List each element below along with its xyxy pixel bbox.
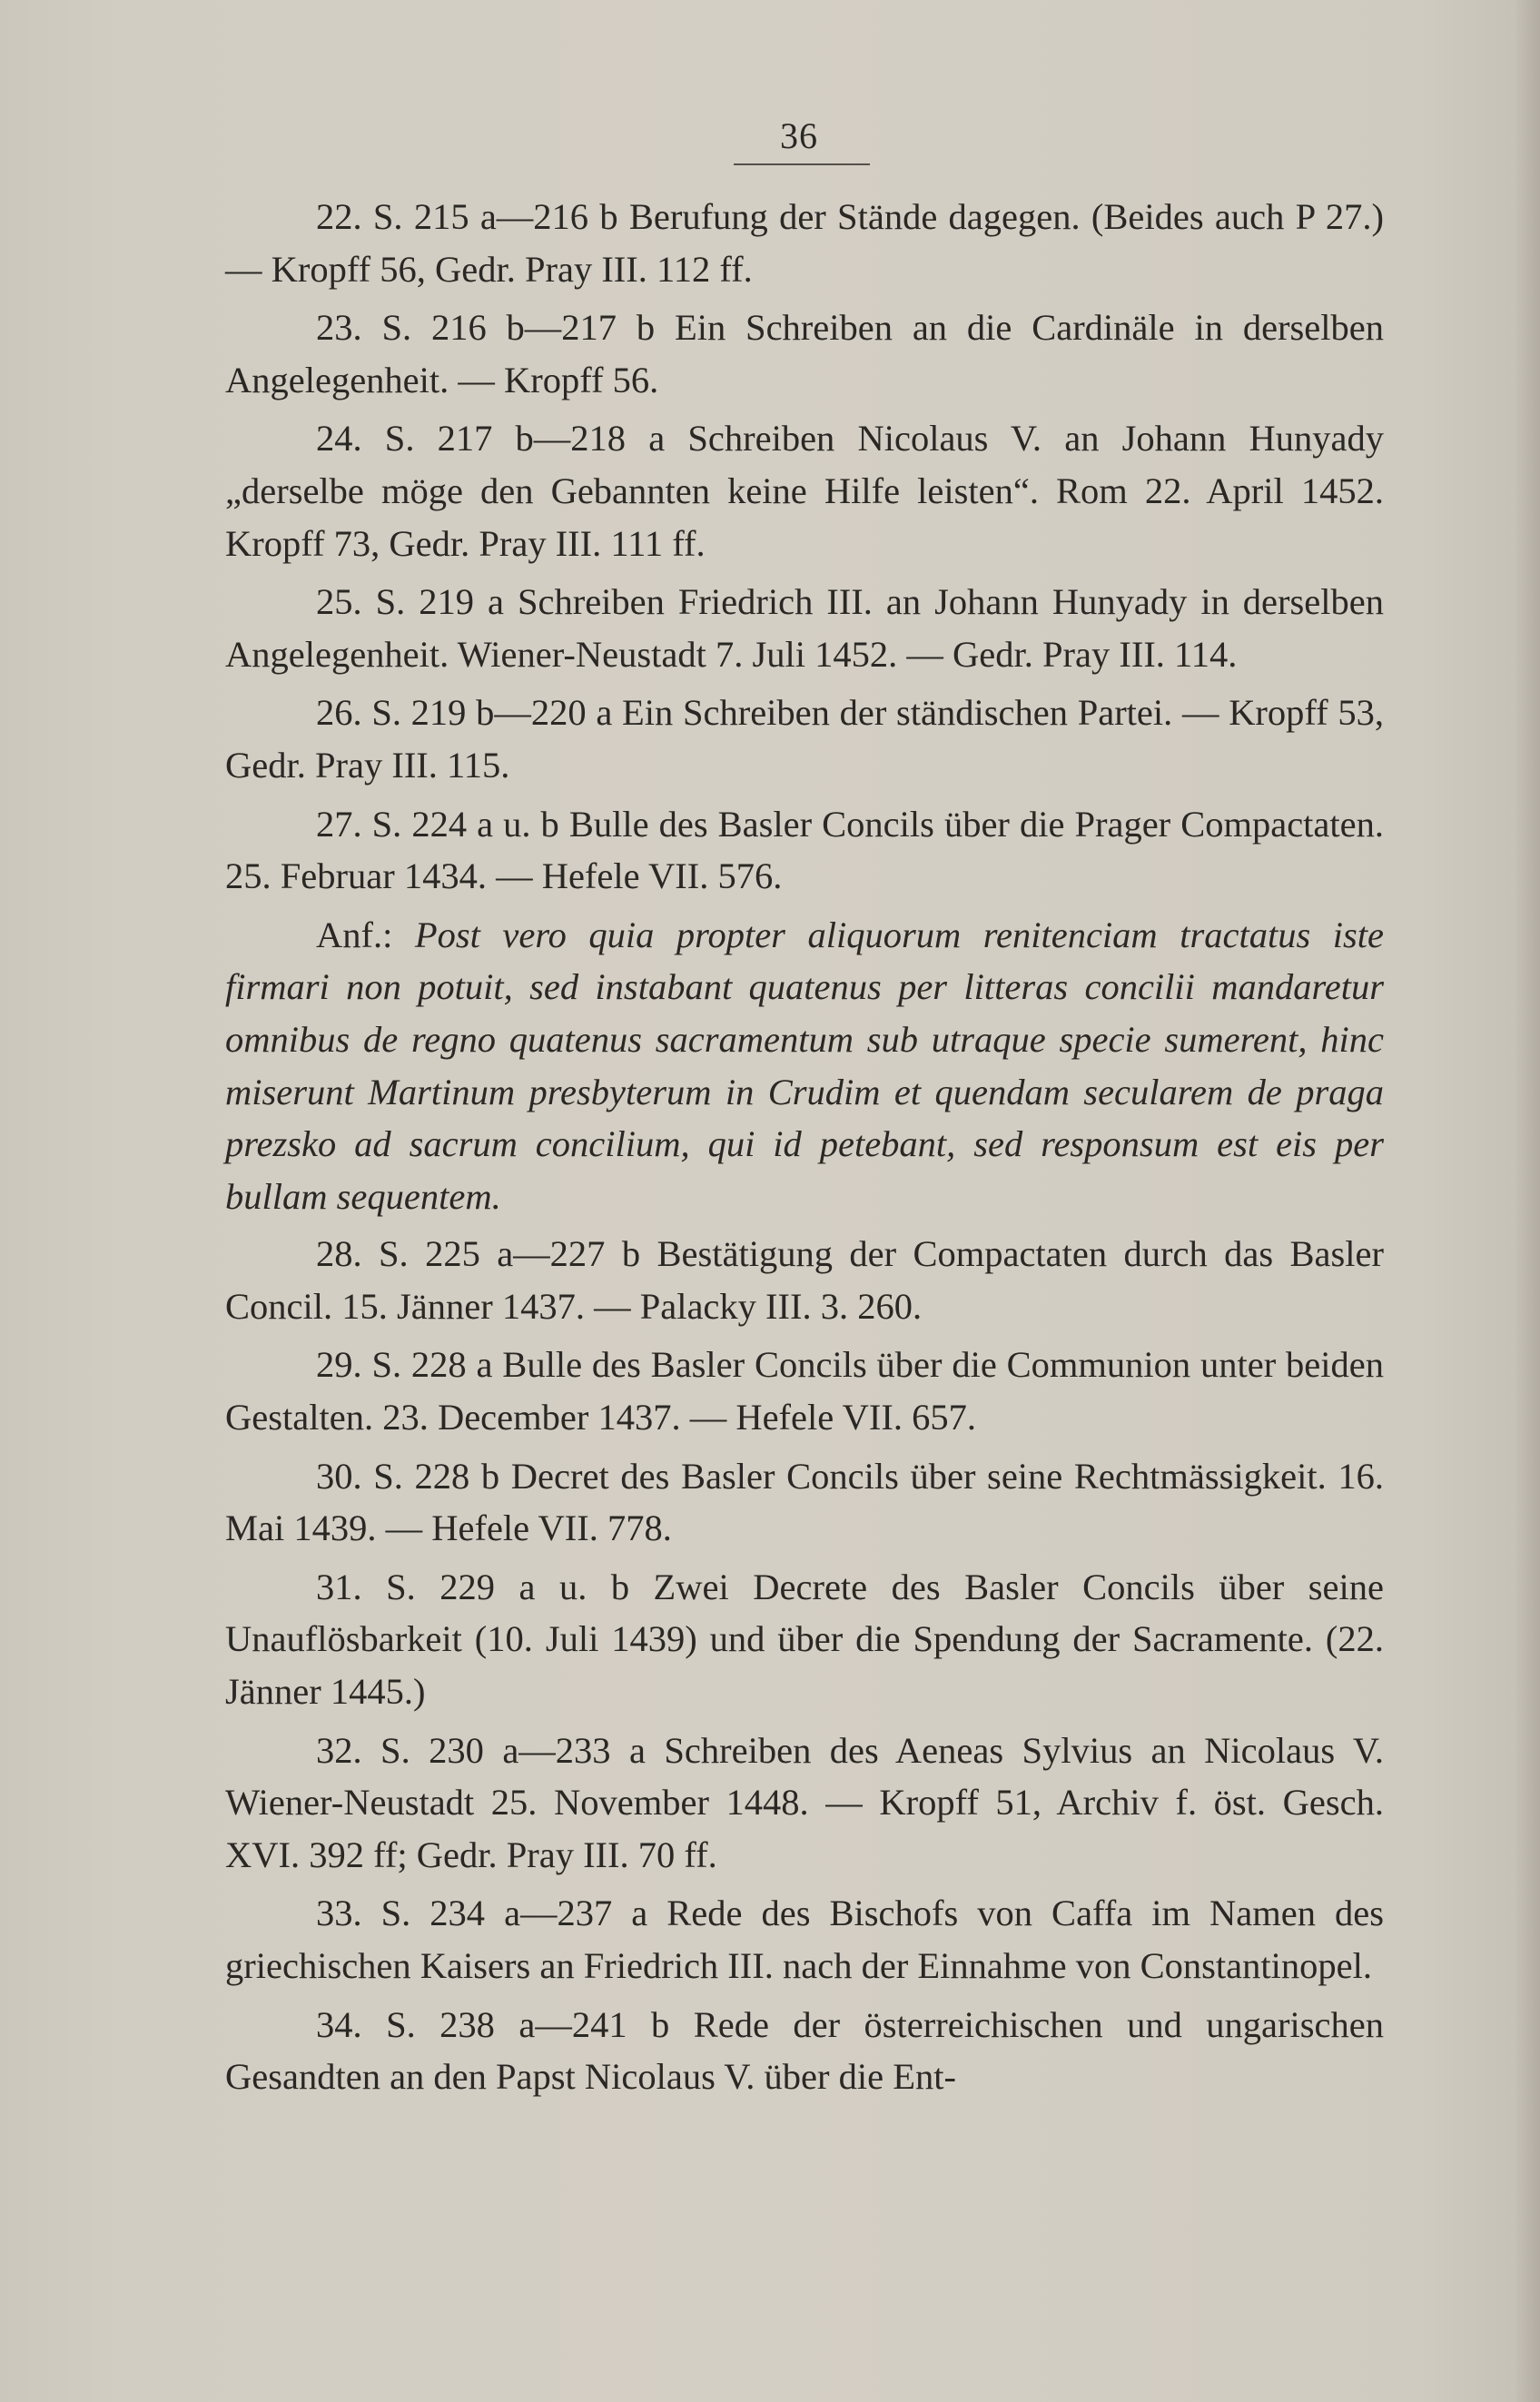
incipit-latin-text: Post vero quia propter aliquorum renitenciam tractatus iste firmari non potuit, sed instabant quatenus per litteras concilii mandaretur omnibus de regno quatenus sacramentum sub utraque specie sumerent, hinc miserunt Martinum presbyterum in Crudim et quendam secularem de praga prezsko ad sacrum concilium, qui id petebant, sed responsum est eis per bullam sequentem. bbox=[225, 914, 1384, 1217]
page-number: 36 bbox=[780, 115, 818, 156]
entry-31: 31. S. 229 a u. b Zwei Decrete des Basler Concils über seine Unauflösbarkeit (10. Juli 1439) und über die Spendung der Sacramente. (22. Jänner 1445.) bbox=[225, 1566, 1384, 1713]
page-body bbox=[225, 191, 1384, 2104]
entry-25: 25. S. 219 a Schreiben Friedrich III. an Johann Hunyady in derselben Angelegenheit. Wiener-Neustadt 7. Juli 1452. — Gedr. Pray III. 114. bbox=[225, 581, 1384, 675]
entry-22: 22. S. 215 a—216 b Berufung der Stände dagegen. (Beides auch P 27.) — Kropff 56, Gedr. Pray III. 112 ff. bbox=[225, 196, 1384, 290]
incipit-prefix: Anf.: bbox=[316, 914, 415, 955]
entry-30: 30. S. 228 b Decret des Basler Concils über seine Rechtmässigkeit. 16. Mai 1439. — Hefele VII. 778. bbox=[225, 1455, 1384, 1549]
entry-24: 24. S. 217 b—218 a Schreiben Nicolaus V. an Johann Hunyady „derselbe möge den Gebannten keine Hilfe leisten“. Rom 22. April 1452. Kropff 73, Gedr. Pray III. 111 ff. bbox=[225, 418, 1384, 564]
entry-32: 32. S. 230 a—233 a Schreiben des Aeneas Sylvius an Nicolaus V. Wiener-Neustadt 25. November 1448. — Kropff 51, Archiv f. öst. Gesch. XVI. 392 ff; Gedr. Pray III. 70 ff. bbox=[225, 1729, 1384, 1875]
entry-28: 28. S. 225 a—227 b Bestätigung der Compactaten durch das Basler Concil. 15. Jänner 1437. — Palacky III. 3. 260. bbox=[225, 1233, 1384, 1327]
entry-33: 33. S. 234 a—237 a Rede des Bischofs von Caffa im Namen des griechischen Kaisers an Friedrich III. nach der Einnahme von Constantinopel. bbox=[225, 1893, 1384, 1986]
incipit-note bbox=[225, 909, 1384, 1223]
entry-29: 29. S. 228 a Bulle des Basler Concils über die Communion unter beiden Gestalten. 23. December 1437. — Hefele VII. 657. bbox=[225, 1344, 1384, 1438]
page-edge-shadow bbox=[1515, 0, 1540, 2402]
entry-26: 26. S. 219 b—220 a Ein Schreiben der ständischen Partei. — Kropff 53, Gedr. Pray III. 115. bbox=[225, 692, 1384, 786]
page-number-rule bbox=[734, 163, 870, 165]
entry-23: 23. S. 216 b—217 b Ein Schreiben an die Cardinäle in derselben Angelegenheit. — Kropff 56. bbox=[225, 307, 1384, 400]
entry-27: 27. S. 224 a u. b Bulle des Basler Concils über die Prager Compactaten. 25. Februar 1434. — Hefele VII. 576. bbox=[225, 803, 1384, 897]
entry-34: 34. S. 238 a—241 b Rede der österreichischen und ungarischen Gesandten an den Papst Nicolaus V. über die Ent- bbox=[225, 2003, 1384, 2098]
